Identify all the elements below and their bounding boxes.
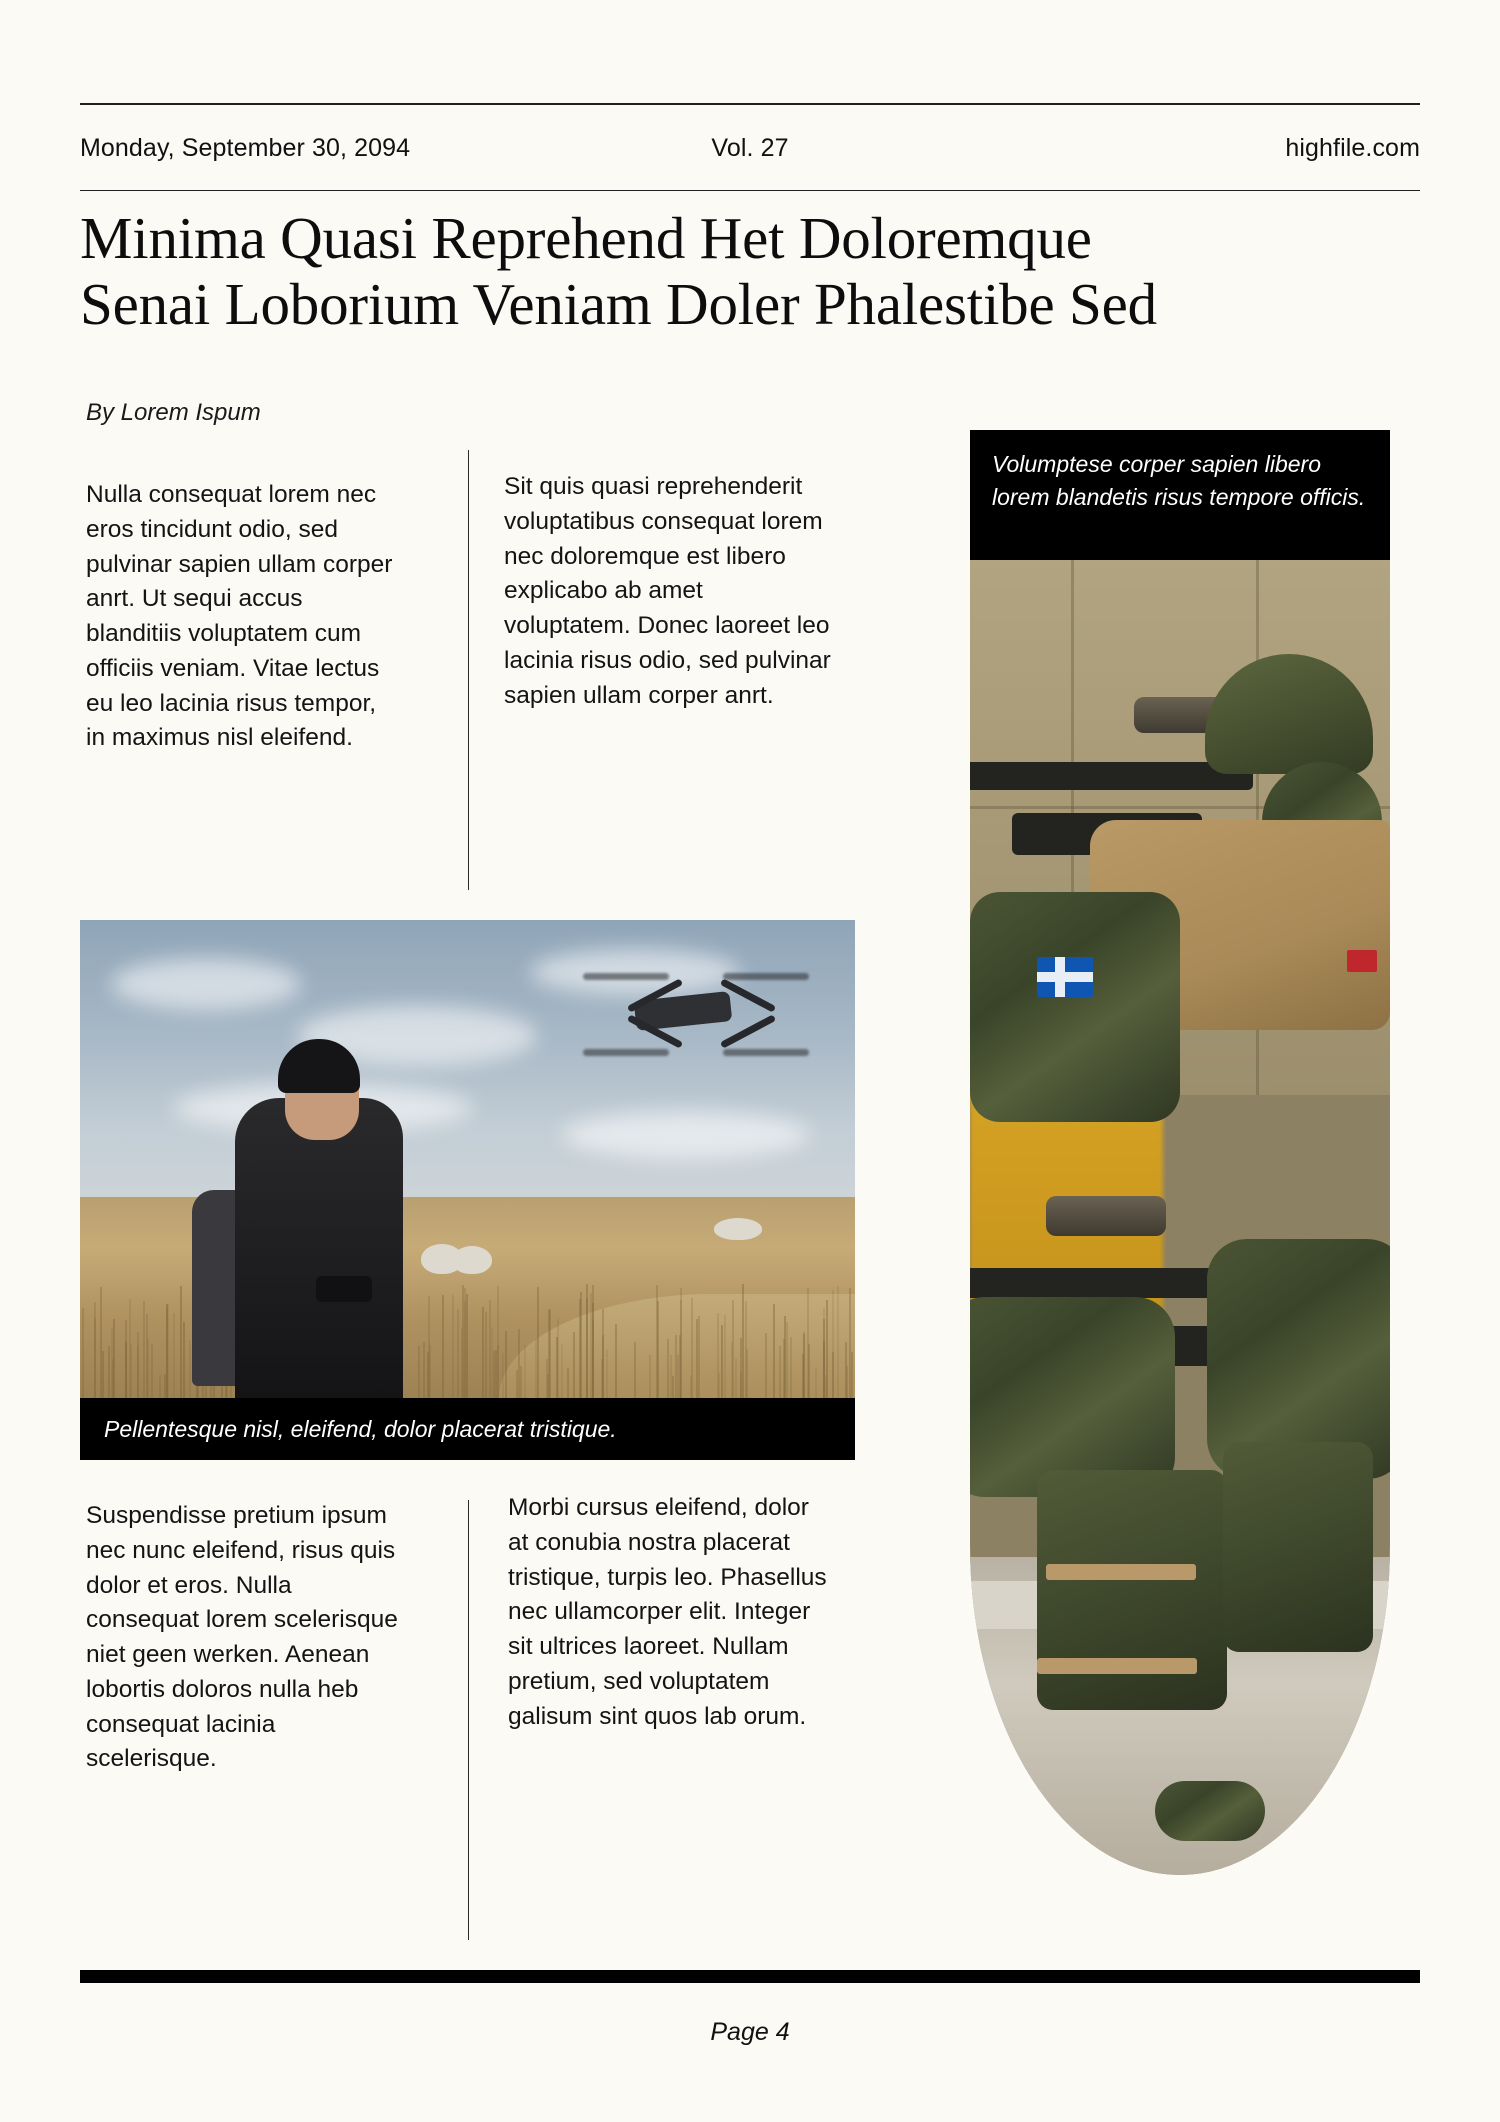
drone-rotor [723, 1049, 809, 1056]
grass-blade [823, 1341, 825, 1398]
drone-caption: Pellentesque nisl, eleifend, dolor placerat tristique. [80, 1398, 855, 1460]
grass-blade [698, 1316, 700, 1398]
grass-blade [442, 1295, 444, 1398]
grass-blade [808, 1344, 810, 1398]
drone-controller [316, 1276, 372, 1302]
grass-blade [721, 1325, 723, 1398]
grass-blade [556, 1337, 558, 1398]
cloud [561, 1111, 811, 1159]
grass-blade [731, 1342, 733, 1398]
masthead-date: Monday, September 30, 2094 [80, 133, 411, 162]
grass-blade [803, 1332, 805, 1398]
column-divider-bottom [468, 1500, 469, 1940]
masthead-volume: Vol. 27 [711, 133, 789, 162]
drone-rotor [583, 973, 669, 980]
masthead-rule-bottom [80, 190, 1420, 191]
headline-line-1: Minima Quasi Reprehend Het Doloremque [80, 205, 1092, 271]
grass-blade [717, 1313, 719, 1398]
grass-blade [606, 1350, 608, 1398]
grass-blade [505, 1331, 507, 1398]
grass-blade [516, 1370, 518, 1398]
leg [1037, 1470, 1227, 1710]
camo-sleeve [970, 892, 1180, 1122]
column-divider-top [468, 450, 469, 890]
rock [452, 1246, 492, 1274]
grass-blade [724, 1315, 726, 1398]
grass-blade [567, 1368, 569, 1398]
grass-blade [779, 1346, 781, 1398]
soldier-photo [970, 430, 1390, 1875]
grass-blade [166, 1308, 168, 1398]
drone-photo [80, 920, 855, 1398]
cloud [530, 949, 740, 995]
grass-blade [667, 1339, 669, 1398]
grass-blade [549, 1309, 551, 1398]
grass-blade [524, 1345, 526, 1398]
grass-blade [429, 1345, 431, 1398]
grass-blade [672, 1376, 674, 1398]
camo-sleeve [970, 1297, 1175, 1497]
page-title [80, 205, 1400, 337]
grass-blade [491, 1328, 493, 1398]
grass-blade [495, 1350, 497, 1398]
grass-blade [837, 1286, 839, 1398]
grass-blade [497, 1286, 499, 1398]
grass-blade [783, 1339, 785, 1398]
grass-blade [815, 1368, 817, 1398]
grass-blade [108, 1346, 110, 1398]
soldier-figure [970, 430, 1390, 1875]
grass-blade [773, 1304, 775, 1398]
headline-line-2: Senai Loborium Veniam Doler Phalestibe Sed [80, 271, 1157, 338]
grass-blade [147, 1339, 149, 1398]
grass-blade [832, 1290, 834, 1398]
grass-blade [680, 1300, 682, 1398]
grass-blade [537, 1287, 539, 1398]
grass-blade [100, 1287, 102, 1398]
grass-blade [143, 1301, 145, 1398]
grass-blade [462, 1285, 464, 1398]
grass-blade [849, 1288, 851, 1398]
rock [714, 1218, 762, 1240]
grass-blade [615, 1324, 617, 1398]
grass-blade [649, 1355, 651, 1398]
grass-blade [520, 1366, 522, 1398]
red-flag-patch [1347, 950, 1377, 972]
grass-blade [427, 1352, 429, 1398]
grass-blade [423, 1342, 425, 1398]
grass-blade [745, 1301, 747, 1398]
grass-blade [102, 1351, 104, 1398]
grass-blade [851, 1352, 853, 1398]
grass-blade [786, 1322, 788, 1398]
grass-blade [579, 1299, 581, 1398]
grass-blade [457, 1309, 459, 1398]
grass-blade [586, 1298, 588, 1398]
byline: By Lorem Ispum [86, 399, 261, 426]
grass-blade [826, 1300, 828, 1398]
grass-blade [466, 1294, 468, 1398]
grass-blade [94, 1318, 96, 1398]
body-column-a: Nulla consequat lorem nec eros tincidunt odio, sed pulvinar sapien ullam corper anrt. Ut sequi accus blanditiis voluptatem cum officiis veniam. Vitae lectus eu leo lacinia risus tempor, in maximus nisl eleifend. [86, 481, 393, 752]
grass-blade [173, 1313, 175, 1398]
grass-blade [482, 1307, 484, 1398]
grass-blade [732, 1300, 734, 1398]
leg [1223, 1442, 1373, 1652]
grass-blade [183, 1322, 185, 1398]
grass-blade [418, 1346, 420, 1398]
cloud [111, 958, 301, 1010]
drone-rotor [723, 973, 809, 980]
grass-blade [740, 1338, 742, 1398]
masthead-website[interactable]: highfile.com [1285, 133, 1420, 162]
grass-blade [790, 1337, 792, 1398]
grass-blade [151, 1344, 153, 1398]
flag-patch [1037, 957, 1093, 997]
grass-blade [657, 1301, 659, 1398]
drone-figure [80, 920, 855, 1480]
body-column-c: Suspendisse pretium ipsum nec nunc eleifend, risus quis dolor et eros. Nulla consequat lorem scelerisque niet geen werken. Aenean lobortis doloros nulla heb consequat lacinia scelerisque. [86, 1502, 398, 1773]
grass-blade [180, 1286, 182, 1398]
grass-blade [573, 1332, 575, 1398]
grass-blade [602, 1335, 604, 1398]
grass-blade [675, 1335, 677, 1398]
grass-blade [846, 1366, 848, 1398]
body-column-b: Sit quis quasi reprehenderit voluptatibus consequat lorem nec doloremque est libero explicabo ab amet voluptatem. Donec laoreet leo lacinia risus odio, sed pulvinar sapien ullam corper anrt. [504, 473, 831, 709]
rifle-scope [1046, 1196, 1166, 1236]
gear-strap [1046, 1564, 1196, 1580]
footer-rule [80, 1970, 1420, 1983]
flag-cross-horizontal [1037, 972, 1093, 982]
grass-blade [112, 1359, 114, 1398]
gear-strap [1037, 1658, 1197, 1674]
grass-blade [485, 1312, 487, 1398]
grass-blade [189, 1340, 191, 1398]
grass-blade [159, 1375, 161, 1398]
person-torso [235, 1098, 403, 1398]
grass-blade [452, 1295, 454, 1398]
body-column-d: Morbi cursus eleifend, dolor at conubia nostra placerat tristique, turpis leo. Phasellus nec ullamcorper elit. Integer sit ultrices laoreet. Nullam pretium, sed voluptatem galisum sint quos lab orum. [508, 1494, 827, 1730]
boot [1155, 1781, 1265, 1841]
grass-blade [125, 1320, 127, 1398]
page-number: Page 4 [710, 2018, 790, 2046]
grass-blade [592, 1303, 594, 1398]
masthead [80, 125, 1420, 171]
grass-blade [634, 1342, 636, 1398]
grass-blade [735, 1358, 737, 1398]
grass-blade [130, 1344, 132, 1398]
masthead-rule-top [80, 103, 1420, 105]
grass-blade [765, 1333, 767, 1398]
grass-blade [561, 1344, 563, 1398]
grass-blade [82, 1308, 84, 1398]
soldier-caption: Volumptese corper sapien libero lorem blandetis risus tempore officis. [970, 430, 1390, 560]
grass-blade [691, 1298, 693, 1398]
grass-blade [137, 1346, 139, 1398]
drone-rotor [583, 1049, 669, 1056]
